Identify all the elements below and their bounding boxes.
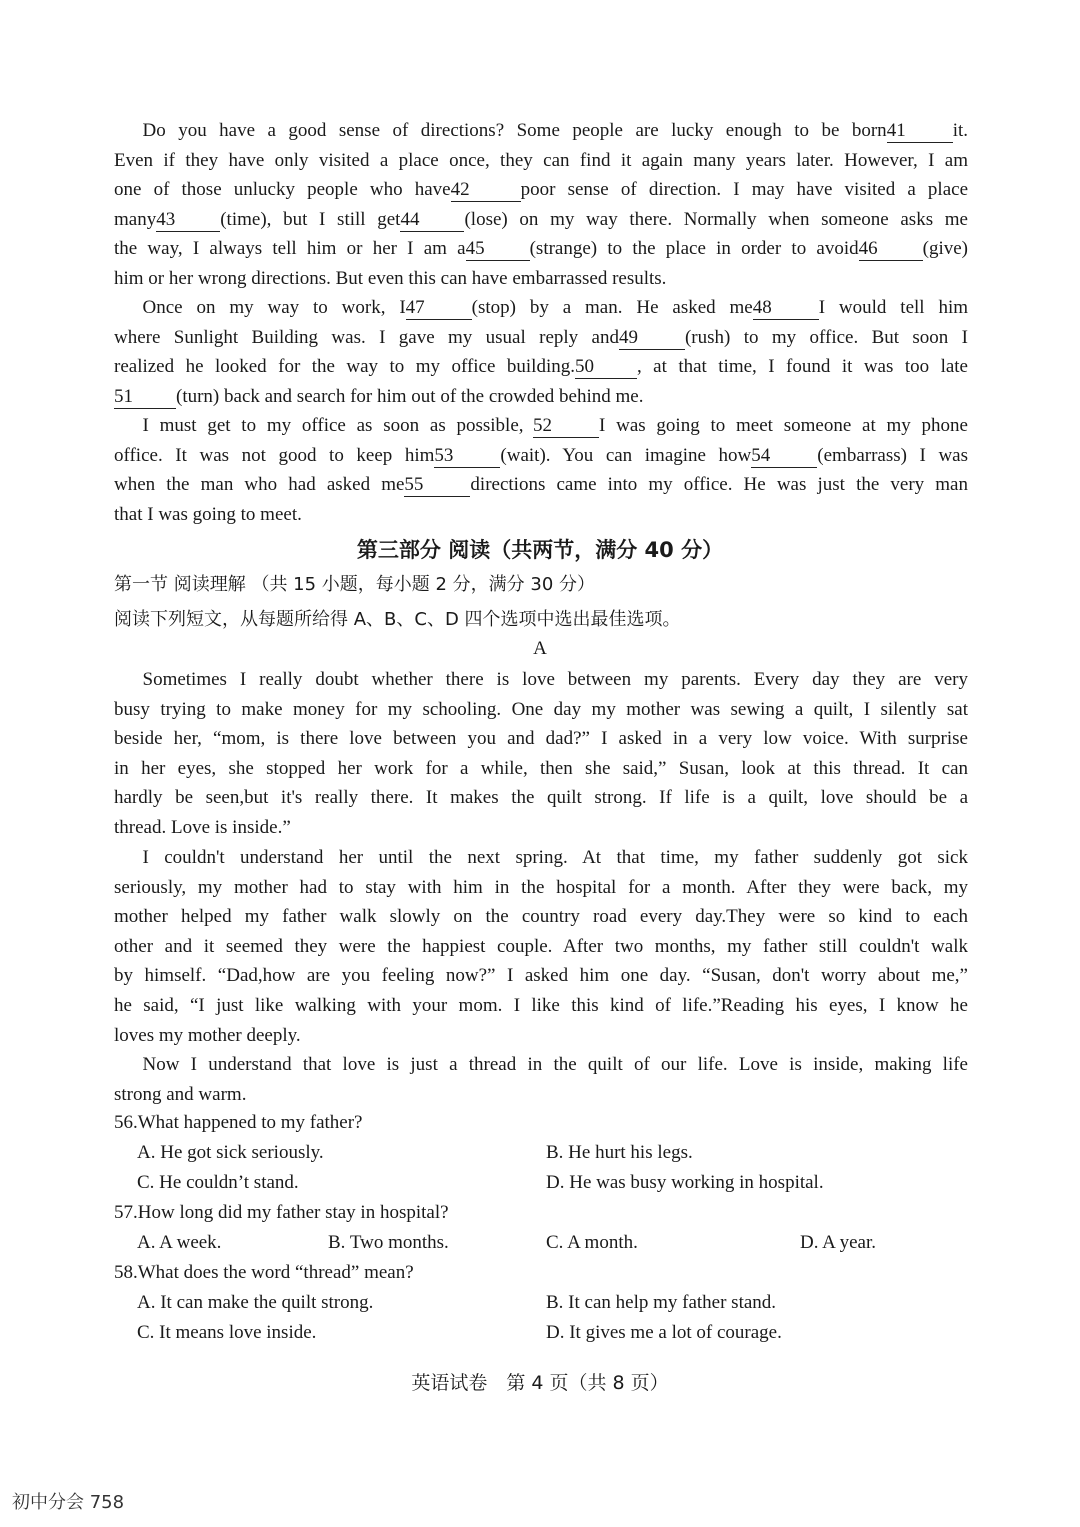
blank-55: 55 [404, 474, 470, 497]
cloze-paragraph-1 [114, 116, 968, 294]
passage-line: strong and warm. [114, 1083, 247, 1105]
passage-label: A [533, 638, 547, 659]
cloze-line: Once on my way to work, I47 (stop) by a man. He asked me48 I would tell him [142, 297, 968, 318]
passage-line: Now I understand that love is just a thread in the quilt of our life. Love is inside, making life [142, 1054, 968, 1075]
cloze-line: I must get to my office as soon as possible, 52 I was going to meet someone at my phone [142, 415, 968, 436]
passage-paragraph-3 [114, 1050, 968, 1109]
cloze-line: realized he looked for the way to my office building.50 , at that time, I found it was too late [114, 356, 968, 378]
question-57-option-b: B. Two months. [328, 1232, 449, 1253]
blank-45: 45 [466, 238, 530, 261]
subsection-heading: 第一节 阅读理解 （共 15 小题，每小题 2 分，满分 30 分） [114, 574, 596, 595]
cloze-line: him or her wrong directions. But even this can have embarrassed results. [114, 267, 667, 289]
question-57-option-a: A. A week. [137, 1232, 222, 1253]
passage-line: busy trying to make money for my schooling. One day my mother was sewing a quilt, I silently sat [114, 698, 968, 720]
question-56-stem: 56.What happened to my father? [114, 1112, 363, 1133]
blank-54: 54 [751, 445, 817, 468]
question-57-option-d: D. A year. [800, 1232, 876, 1253]
question-58-option-a: A. It can make the quilt strong. [137, 1292, 374, 1313]
blank-50: 50 [575, 356, 637, 379]
blank-47: 47 [406, 297, 472, 320]
section-heading: 第三部分 阅读（共两节，满分 40 分） [356, 538, 724, 562]
passage-line: he said, “I just like walking with your mom. I like this kind of life.”Reading his eyes, I know he [114, 994, 968, 1016]
question-58-option-c: C. It means love inside. [137, 1322, 317, 1343]
cloze-paragraph-2 [114, 293, 968, 411]
passage-line: seriously, my mother had to stay with him in the hospital for a month. After they were back, my [114, 876, 968, 898]
cloze-line: Do you have a good sense of directions? Some people are lucky enough to be born41 it. [142, 120, 968, 141]
passage-line: thread. Love is inside.” [114, 816, 291, 838]
question-57-option-c: C. A month. [546, 1232, 638, 1253]
passage-line: I couldn't understand her until the next spring. At that time, my father suddenly got sick [142, 847, 968, 868]
blank-42: 42 [451, 179, 521, 202]
page-footer: 英语试卷 第 4 页（共 8 页） [411, 1372, 669, 1394]
cloze-line: 51 (turn) back and search for him out of the crowded behind me. [114, 385, 644, 407]
question-56-option-b: B. He hurt his legs. [546, 1142, 693, 1163]
blank-48: 48 [753, 297, 819, 320]
question-58-option-b: B. It can help my father stand. [546, 1292, 777, 1313]
passage-line: mother helped my father walk slowly on the country road every day.They were so kind to each [114, 906, 968, 928]
passage-line: loves my mother deeply. [114, 1024, 301, 1046]
cloze-line: many43 (time), but I still get44 (lose) on my way there. Normally when someone asks me [114, 208, 968, 230]
cloze-line: where Sunlight Building was. I gave my usual reply and49 (rush) to my office. But soon I [114, 326, 968, 348]
question-58-option-d: D. It gives me a lot of courage. [546, 1322, 782, 1343]
passage-line: by himself. “Dad,how are you feeling now?” I asked him one day. “Susan, don't worry about me,” [114, 965, 968, 987]
blank-46: 46 [859, 238, 923, 261]
cloze-paragraph-3 [114, 411, 968, 529]
cloze-line: the way, I always tell him or her I am a45 (strange) to the place in order to avoid46 (give) [114, 238, 969, 260]
cloze-line: when the man who had asked me55 directions came into my office. He was just the very man [114, 474, 968, 496]
passage-line: other and it seemed they were the happiest couple. After two months, my father still couldn't walk [114, 935, 968, 957]
question-56-option-d: D. He was busy working in hospital. [546, 1172, 824, 1193]
blank-51: 51 [114, 386, 176, 409]
blank-52: 52 [533, 415, 599, 438]
question-58-stem: 58.What does the word “thread” mean? [114, 1262, 414, 1283]
cloze-line: office. It was not good to keep him53 (wait). You can imagine how54 (embarrass) I was [114, 444, 968, 466]
blank-43: 43 [156, 209, 220, 232]
question-57-stem: 57.How long did my father stay in hospital? [114, 1202, 449, 1223]
question-56-option-c: C. He couldn’t stand. [137, 1172, 299, 1193]
passage-line: in her eyes, she stopped her work for a while, then she said,” Susan, look at this thread. It can [114, 757, 968, 779]
instruction: 阅读下列短文，从每题所给得 A、B、C、D 四个选项中选出最佳选项。 [114, 609, 681, 630]
blank-41: 41 [887, 120, 953, 143]
blank-49: 49 [619, 327, 685, 350]
passage-paragraph-1 [114, 665, 968, 843]
passage-paragraph-2 [114, 843, 968, 1050]
blank-44: 44 [400, 209, 464, 232]
passage-line: Sometimes I really doubt whether there is love between my parents. Every day they are very [142, 669, 968, 690]
blank-53: 53 [434, 445, 500, 468]
source-stamp: 初中分会 758 [12, 1492, 125, 1513]
cloze-line: one of those unlucky people who have42 poor sense of direction. I may have visited a place [114, 179, 969, 201]
cloze-line: that I was going to meet. [114, 503, 302, 525]
question-56-option-a: A. He got sick seriously. [137, 1142, 324, 1163]
passage-line: beside her, “mom, is there love between you and dad?” I asked in a very low voice. With surprise [114, 728, 968, 750]
cloze-line: Even if they have only visited a place once, they can find it again many years later. However, I am [114, 149, 968, 171]
passage-line: hardly be seen,but it's really there. It makes the quilt strong. If life is a quilt, love should be a [114, 787, 968, 809]
